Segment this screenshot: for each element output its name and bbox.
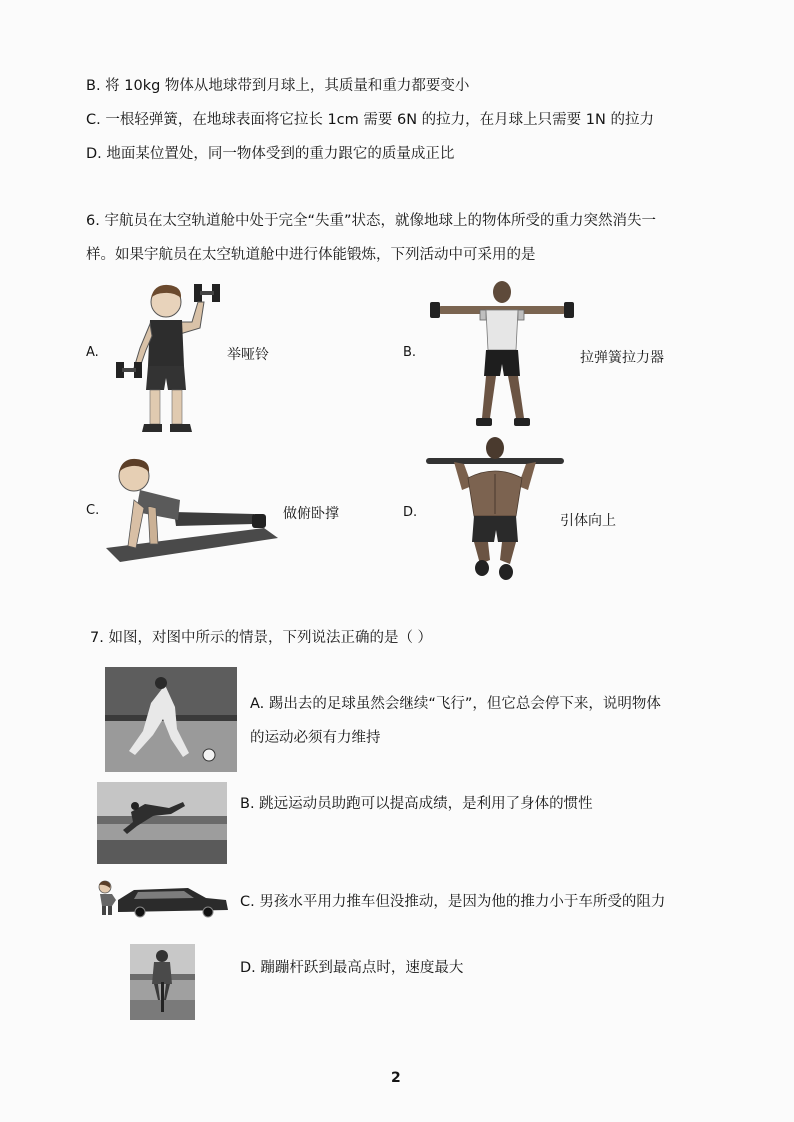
q6-option-a-caption: 举哑铃: [227, 347, 269, 363]
q5-option-d: D. 地面某位置处，同一物体受到的重力跟它的质量成正比: [86, 146, 455, 162]
dumbbell-lifter-illustration: [108, 278, 224, 434]
football-kick-photo: [105, 667, 237, 772]
q6-option-a-letter: A.: [86, 345, 99, 360]
long-jump-photo: [97, 782, 227, 864]
q6-stem-line1: 6. 宇航员在太空轨道舱中处于完全“失重”状态，就像地球上的物体所受的重力突然消失一: [86, 213, 656, 229]
q6-option-b-letter: B.: [403, 345, 417, 360]
boy-pushing-car-illustration: [92, 880, 232, 918]
q7-option-b: B. 跳远运动员助跑可以提高成绩，是利用了身体的惯性: [240, 796, 593, 812]
q7-option-d: D. 蹦蹦杆跃到最高点时，速度最大: [240, 960, 464, 976]
q7-option-a-line2: 的运动必须有力维持: [250, 730, 381, 746]
q6-option-d-caption: 引体向上: [560, 513, 616, 529]
q5-option-b: B. 将 10kg 物体从地球带到月球上，其质量和重力都要变小: [86, 78, 470, 94]
push-up-illustration: [104, 450, 280, 566]
q6-stem-line2: 样。如果宇航员在太空轨道舱中进行体能锻炼，下列活动中可采用的是: [86, 247, 536, 263]
q6-option-b-caption: 拉弹簧拉力器: [580, 350, 664, 366]
pogo-stick-photo: [130, 944, 195, 1020]
spring-expander-illustration: [428, 280, 576, 432]
q6-option-c-caption: 做俯卧撑: [283, 506, 339, 522]
pull-up-illustration: [424, 434, 566, 584]
q7-stem: 7. 如图，对图中所示的情景，下列说法正确的是（ ）: [90, 630, 433, 646]
page-number: 2: [391, 1070, 401, 1086]
q6-option-d-letter: D.: [403, 505, 418, 520]
q7-option-a-line1: A. 踢出去的足球虽然会继续“飞行”，但它总会停下来，说明物体: [250, 696, 661, 712]
q5-option-c: C. 一根轻弹簧，在地球表面将它拉长 1cm 需要 6N 的拉力，在月球上只需要 1N 的拉力: [86, 112, 654, 128]
q7-option-c: C. 男孩水平用力推车但没推动，是因为他的推力小于车所受的阻力: [240, 894, 666, 910]
q6-option-c-letter: C.: [86, 503, 100, 518]
